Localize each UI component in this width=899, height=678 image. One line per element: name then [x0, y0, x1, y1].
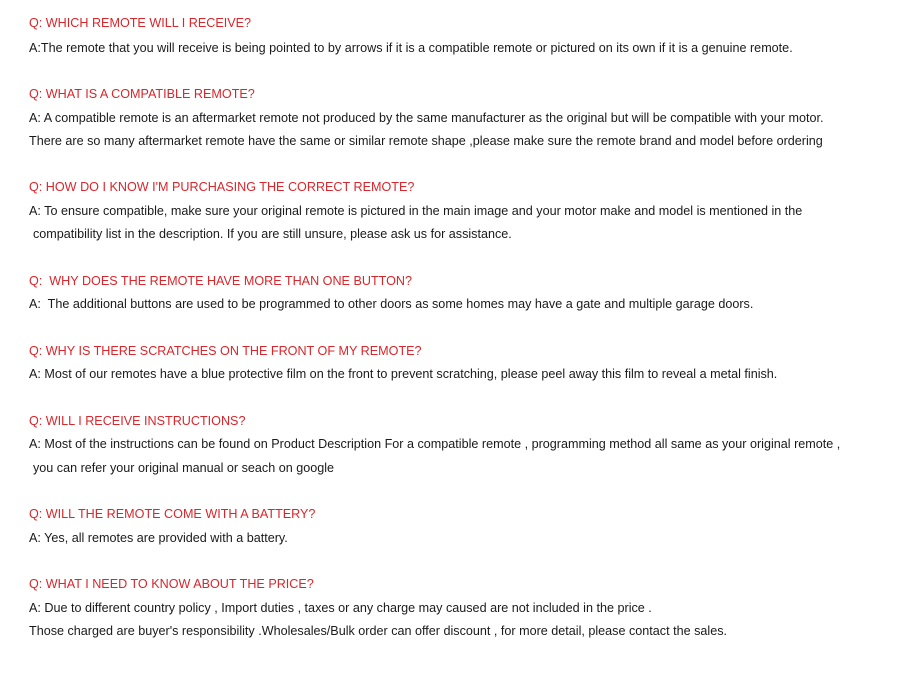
faq-answer-line: A: Yes, all remotes are provided with a battery.: [29, 531, 288, 545]
faq-question: Q: HOW DO I KNOW I'M PURCHASING THE CORRECT REMOTE?: [29, 180, 415, 194]
faq-question: Q: WHY IS THERE SCRATCHES ON THE FRONT OF MY REMOTE?: [29, 344, 422, 358]
faq-answer-line: A: The additional buttons are used to be programmed to other doors as some homes may have a gate and multiple garage doors.: [29, 297, 754, 311]
faq-answer-line: compatibility list in the description. If you are still unsure, please ask us for assistance.: [33, 227, 512, 241]
faq-answer-line: A:The remote that you will receive is being pointed to by arrows if it is a compatible remote or pictured on its own if it is a genuine remote.: [29, 41, 793, 55]
faq-question: Q: WILL THE REMOTE COME WITH A BATTERY?: [29, 507, 316, 521]
faq-question: Q: WHY DOES THE REMOTE HAVE MORE THAN ONE BUTTON?: [29, 274, 412, 288]
faq-answer-line: A: A compatible remote is an aftermarket remote not produced by the same manufacturer as the original but will be compatible with your motor.: [29, 111, 824, 125]
faq-answer-line: A: Most of the instructions can be found on Product Description For a compatible remote , programming method all same as your original remote ,: [29, 437, 841, 451]
faq-answer-line: A: Most of our remotes have a blue protective film on the front to prevent scratching, please peel away this film to reveal a metal finish.: [29, 367, 778, 381]
faq-answer-line: Those charged are buyer's responsibility .Wholesales/Bulk order can offer discount , for more detail, please contact the sales.: [29, 624, 727, 638]
faq-answer-line: A: Due to different country policy , Import duties , taxes or any charge may caused are not included in the price .: [29, 601, 652, 615]
faq-answer-line: A: To ensure compatible, make sure your original remote is pictured in the main image and your motor make and model is mentioned in the: [29, 204, 803, 218]
faq-answer-line: There are so many aftermarket remote have the same or similar remote shape ,please make sure the remote brand and model before ordering: [29, 134, 823, 148]
faq-question: Q: WHICH REMOTE WILL I RECEIVE?: [29, 16, 252, 30]
faq-answer-line: you can refer your original manual or seach on google: [33, 461, 335, 475]
faq-question: Q: WILL I RECEIVE INSTRUCTIONS?: [29, 414, 246, 428]
faq-question: Q: WHAT IS A COMPATIBLE REMOTE?: [29, 87, 255, 101]
faq-question: Q: WHAT I NEED TO KNOW ABOUT THE PRICE?: [29, 577, 314, 591]
